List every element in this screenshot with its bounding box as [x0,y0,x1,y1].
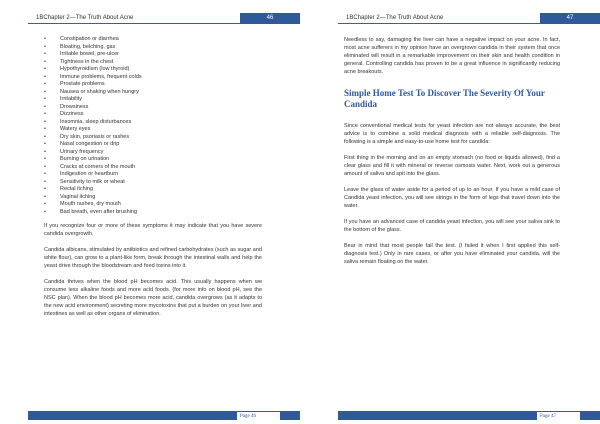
symptom-label: Dizziness [60,111,84,117]
symptom-label: Constipation or diarrhea [60,36,119,42]
symptom-list [44,36,262,216]
bullet-icon: • [44,58,46,65]
paragraph: Since conventional medical tests for yeast infection are not always accurate, the best advice is to combine a solid medical diagnosis with a reliable self-diagnosis. The following is a simple and easy-to-use home test for candida: [344,123,560,145]
symptom-list-item [44,111,262,119]
bullet-icon: • [44,118,46,125]
symptom-label: Cracks at corners of the mouth [60,163,136,170]
symptom-label: Nasal congestion or drip [60,141,120,147]
right-page-content [344,36,560,274]
symptom-list-item [44,126,262,134]
bullet-icon: • [44,156,46,162]
symptom-label: Irritability [60,96,83,102]
left-page-content [44,36,262,326]
bullet-icon: • [44,66,46,72]
right-header-page-number: 47 [540,13,600,24]
right-footer-page-label: Page 47 [537,411,580,420]
symptom-label: Tightness in the chest [60,58,114,65]
left-footer-page-label: Page 46 [237,411,280,420]
symptom-label: Bad breath, even after brushing [60,208,138,215]
symptom-list-item [44,74,262,82]
bullet-icon: • [44,178,46,185]
section-heading: Simple Home Test To Discover The Severity Of Your Candida [344,88,545,109]
paragraph: Candida albicans, stimulated by antibiotics and refined carbohydrates (such as sugar and white flour), can grow to a plant-like form, break through the intestinal walls and help the yeast drive through the bloodstream and feed toxins into it. [44,247,262,269]
footer-bar [580,411,600,420]
symptom-label: Drowsiness [60,103,89,110]
symptom-list-item [44,141,262,149]
paragraph: Candida thrives when the blood pH becomes acid. This usually happens when we consume less alkaline foods and more acid foods. (for more info on blood pH, see the NSC plan). When the blood pH becomes more acid, candida overgrows (as it adapts to the new acid environment) secreting more mycotoxins that put a burden on your liver and intestines as well as other organs of elimination. [44,279,262,317]
symptom-label: Mouth rashes, dry mouth [60,201,121,207]
paragraph: Leave the glass of water aside for a period of up to an hour. If you have a mild case of Candida yeast infection, you will see strings in the form of legs that travel down into the water. [344,187,560,209]
symptom-list-item [44,119,262,127]
footer-bar [338,411,537,420]
symptom-label: Rectal itching [60,186,94,192]
symptom-label: Nausea or shaking when hungry [60,88,139,95]
bullet-icon: • [44,111,46,117]
paragraph: If you have an advanced case of candida yeast infection, you will see your saliva sink to the bottom of the glass. [344,219,560,233]
symptom-list-item [44,89,262,97]
symptom-list-item [44,66,262,74]
symptom-list-item [44,104,262,112]
footer-bar [280,411,300,420]
symptom-list-item [44,194,262,202]
paragraph: If you recognize four or more of these symptoms it may indicate that you have severe candida overgrowth. [44,223,262,237]
paragraph: Bear in mind that most people fail the test. (I failed it when I first applied this self-diagnosis test.) Only in rare cases, or after you have eliminated your candida, will the saliva remain floating on the water. [344,243,560,265]
bullet-icon: • [44,81,46,87]
symptom-list-item [44,44,262,52]
symptom-list-item [44,51,262,59]
symptom-label: Dry skin, psoriasis or rashes [60,133,130,140]
bullet-icon: • [44,133,46,140]
symptom-label: Irritable bowel, pre-ulcer [60,51,119,57]
bullet-icon: • [44,201,46,207]
left-header-title: 1BChapter 2—The Truth About Acne [28,13,240,24]
symptom-label: Burning on urination [60,156,110,162]
symptom-label: Watery eyes [60,126,91,132]
symptom-label: Indigestion or heartburn [60,171,119,177]
symptom-label: Insomnia, sleep disturbances [60,118,132,125]
right-footer [338,411,600,420]
right-page [300,0,600,424]
bullet-icon: • [44,148,46,155]
symptom-label: Urinary frequency [60,148,104,155]
intro-paragraph: Needless to say, damaging the liver can have a negative impact on your acne. In fact, most acne sufferers in my opinion have an overgrown candida in their system that once eliminated will result in a remarkable improvement on their skin and health condition in general. Controlling candida has proven to be a great influence in significantly reducing acne breakouts. [344,37,560,75]
footer-bar [28,411,237,420]
bullet-icon: • [44,141,46,147]
symptom-label: Hypothyroidism (low thyroid) [60,66,130,72]
bullet-icon: • [44,73,46,80]
bullet-icon: • [44,88,46,95]
symptom-list-item [44,179,262,187]
bullet-icon: • [44,43,46,50]
symptom-list-item [44,96,262,104]
symptom-list-item [44,36,262,44]
symptom-list-item [44,186,262,194]
symptom-list-item [44,134,262,142]
symptom-list-item [44,156,262,164]
bullet-icon: • [44,163,46,170]
symptom-label: Vaginal itching [60,193,96,200]
symptom-list-item [44,59,262,67]
symptom-label: Bloating, belching, gas [60,43,116,50]
symptom-label: Immune problems, frequent colds [60,73,142,80]
symptom-list-item [44,81,262,89]
left-running-header [28,13,300,24]
bullet-icon: • [44,171,46,177]
right-running-header [338,13,600,24]
symptom-label: Prostate problems [60,81,105,87]
bullet-icon: • [44,51,46,57]
symptom-list-item [44,201,262,209]
symptom-label: Sensitivity to milk or wheat [60,178,125,185]
symptom-list-item [44,171,262,179]
right-header-title: 1BChapter 2—The Truth About Acne [338,13,540,24]
bullet-icon: • [44,186,46,192]
bullet-icon: • [44,126,46,132]
symptom-list-item [44,209,262,217]
bullet-icon: • [44,208,46,215]
bullet-icon: • [44,96,46,102]
left-header-page-number: 46 [240,13,300,24]
paragraph: First thing in the morning and on an empty stomach (no food or liquids allowed), find a clear glass and fill it with mineral or reverse osmosis water. Next, work out a generous amount of saliva and spit into the glass. [344,155,560,177]
symptom-list-item [44,164,262,172]
bullet-icon: • [44,193,46,200]
bullet-icon: • [44,36,46,42]
bullet-icon: • [44,103,46,110]
symptom-list-item [44,149,262,157]
left-footer [28,411,300,420]
